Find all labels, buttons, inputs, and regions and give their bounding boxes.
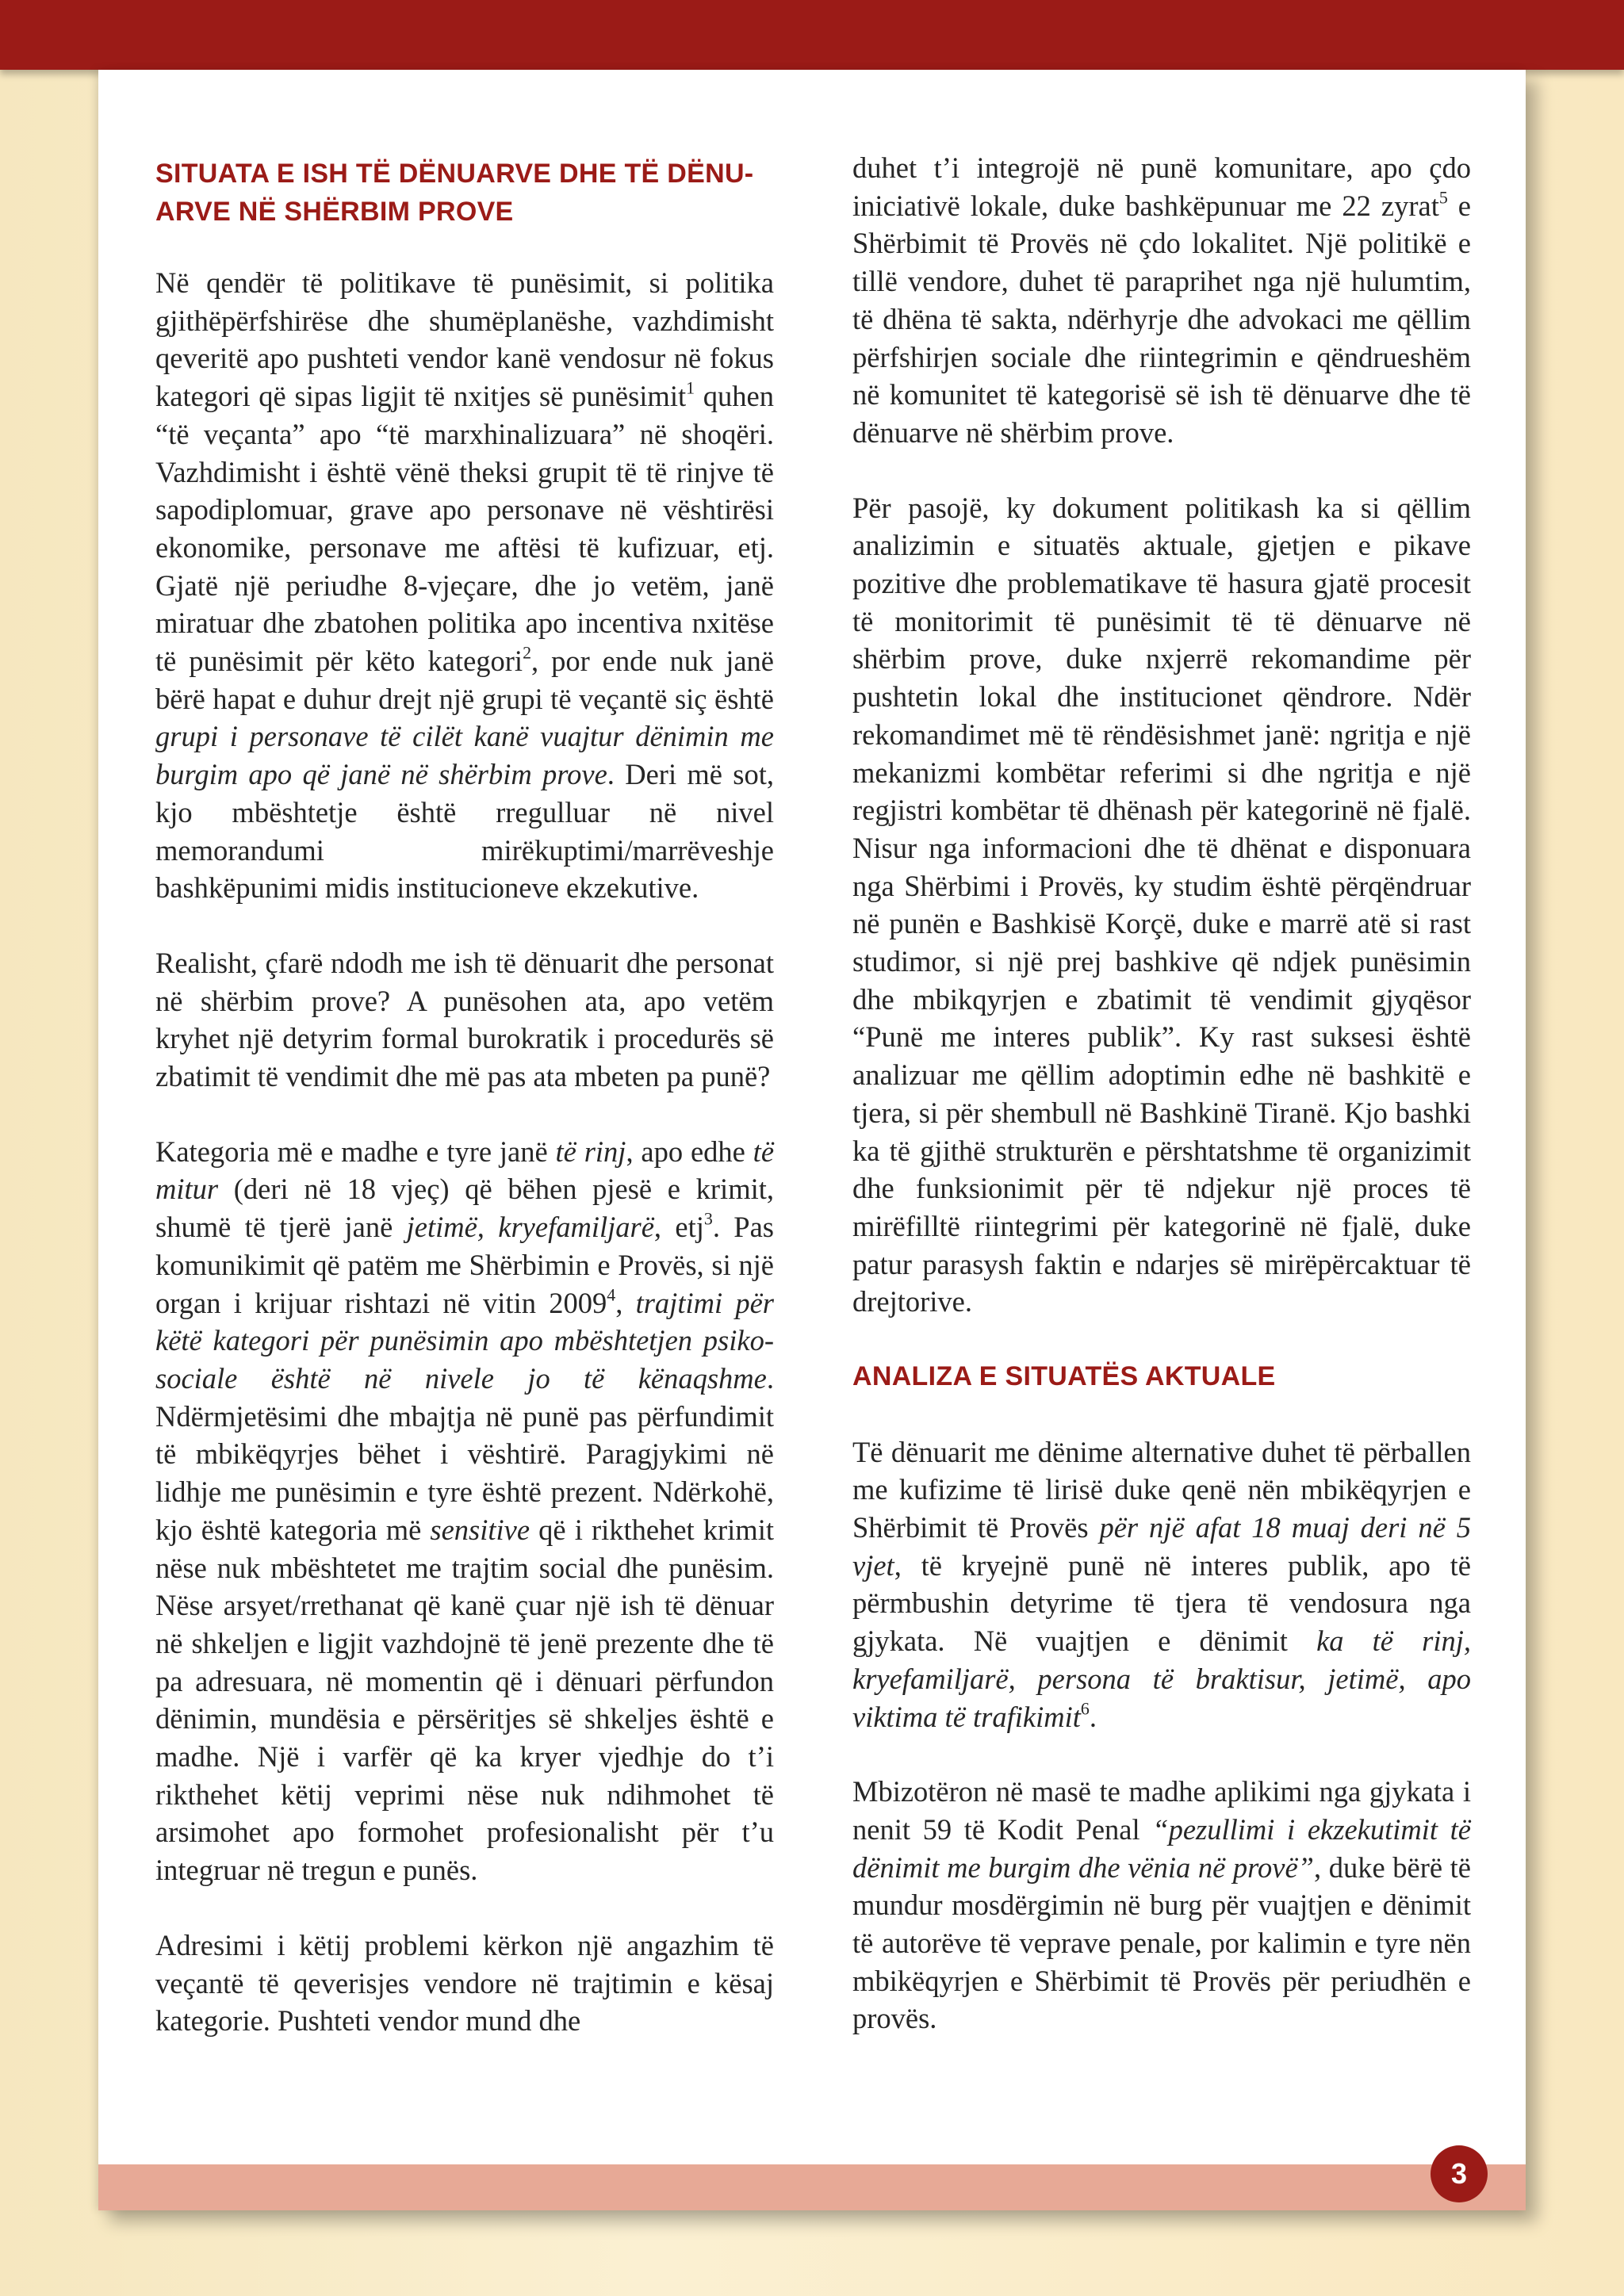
footnote-ref-3[interactable]: 3 [703, 1208, 713, 1229]
footer-band [98, 2164, 1526, 2210]
left-column [155, 155, 774, 2077]
paragraph: Në qendër të politikave të punësimit, si politika gjithëpërfshirëse dhe shumëplanëshe, vazhdimisht qeveritë apo pushteti vendor kanë vendosur në fokus kategori që sipas ligjit të nxitjes së punësimit$^1$ quhen “të veçanta” apo “të marxhinalizuara” në shoqëri. Vazhdimisht i është vënë theksi grupit të të rinjve të sapodiplomuar, grave apo personave në vështirësi ekonomike, personave me aftësi të kufizuar, etj. Gjatë një periudhe 8-vjeçare, dhe jo vetëm, janë miratuar dhe zbatohen politika apo incentiva nxitëse të punësimit për këto kategori$^2$, por ende nuk janë bërë hapat e duhur drejt një grupi të veçantë siç është grupi i personave të cilët kanë vuajtur dënimin me burgim apo që janë në shërbim prove. Deri më sot, kjo mbështetje është rregulluar në nivel memorandumi mirëkuptimi/marrëveshje bashkëpunimi midis institucioneve ekzekutive. [155, 266, 775, 905]
paragraph: Realisht, çfarë ndodh me ish të dënuarit dhe personat në shërbim prove? A punësohen ata, apo vetëm kryhet një detyrim formal burokratik i procedurës së zbatimit të vendimit dhe më pas ata mbeten pa punë? [155, 946, 774, 1093]
right-column [852, 149, 1471, 2075]
footnote-ref-6[interactable]: 6 [1080, 1698, 1090, 1719]
paragraph: Për pasojë, ky dokument politikash ka si qëllim analizimin e situatës aktuale, gjetjen e pikave pozitive dhe problematikave të hasura gjatë procesit të monitorimit të punësimit të të dënuarve në shërbim prove, duke nxjerrë rekomandime për pushtetin lokal dhe institucionet qëndrore. Ndër rekomandimet më të rëndësishmet janë: ngritja e një mekanizmi kombëtar referimi si dhe ngritja e një regjistri kombëtar të dhënash për kategorinë në fjalë. Nisur nga informacioni dhe të dhënat e disponuara nga Shërbimi i Provës, ky studim është përqëndruar në punën e Bashkisë Korçë, duke e marrë atë si rast studimor, si një prej bashkive që ndjek punësimin dhe mbikqyrjen e zbatimit të vendimit gjyqësor “Punë me interes publik”. Ky rast suksesi është analizuar me qëllim adoptimin edhe në bashkitë e tjera, si për shembull në Bashkinë Tiranë. Kjo bashki ka të gjithë strukturën e përshtatshme të organizimit dhe funksionimit për të ndjekur një proces të mirëfilltë riintegrimi për kategorinë në fjalë, duke patur parasysh faktin e ndarjes së mirëpërcaktuar të drejtorive. [852, 491, 1471, 1318]
page-number-badge: 3 [1431, 2145, 1488, 2202]
paragraph: duhet t’i integrojë në punë komunitare, apo çdo iniciativë lokale, duke bashkëpunuar me 22 zyrat$^5$ e Shërbimit të Provës në çdo lokalitet. Një politikë e tillë vendore, duhet të paraprihet nga një hulumtim, të dhëna të sakta, ndërhyrje dhe advokaci me qëllim përfshirjen sociale dhe riintegrimin e qëndrueshëm në komunitet të kategorisë së ish të dënuarve dhe të dënuarve në shërbim prove. [852, 151, 1472, 449]
footnote-ref-5[interactable]: 5 [1438, 187, 1448, 208]
paragraph: Mbizotëron në masë te madhe aplikimi nga gjykata i nenit 59 të Kodit Penal “pezullimi i ekzekutimit të dënimit me burgim dhe vënia në provë”, duke bërë të mundur mosdërgimin në burg për vuajtjen e dënimit të autorëve të veprave penale, por kalimin e tyre nën mbikëqyrjen e Shërbimit të Provës për periudhën e provës. [852, 1775, 1471, 2035]
footnote-ref-1[interactable]: 1 [686, 377, 695, 398]
paragraph: Kategoria më e madhe e tyre janë të rinj, apo edhe të mitur (deri në 18 vjeç) që bëhen pjesë e krimit, shumë të tjerë janë jetimë, kryefamiljarë, etj$^3$. Pas komunikimit që patëm me Shërbimin e Provës, si një organ i krijuar rishtazi në vitin 2009$^4$, trajtimi për këtë kategori për punësimin apo mbështetjen psiko-sociale është në nivele jo të kënaqshme. Ndërmjetësimi dhe mbajtja në punë pas përfundimit të mbikëqyrjes bëhet i vështirë. Paragjykimi në lidhje me punësimin e tyre është prezent. Ndërkohë, kjo është kategoria më sensitive që i rikthehet krimit nëse nuk mbështetet me trajtim social dhe punësim. Nëse arsyet/rrethanat që kanë çuar një ish të dënuar në shkeljen e ligjit vazhdojnë të jenë prezente dhe të pa adresuara, në momentin që i dënuari përfundon dënimin, mundësia e përsëritjes së shkeljes është e madhe. Një i varfër që ka kryer vjedhje do t’i rikthehet këtij veprimi nëse nuk ndihmohet të arsimohet apo formohet profesionalisht për t’u integruar në tregun e punës. [155, 1135, 775, 1887]
section-heading-analiza: ANALIZA E SITUATËS AKTUALE [852, 1361, 1276, 1392]
section-heading-situata: SITUATA E ISH TË DËNUARVE DHE TË DËNU-ARVE NË SHËRBIM PROVE [155, 159, 754, 227]
paragraph: Të dënuarit me dënime alternative duhet të përballen me kufizime të lirisë duke qenë nën mbikëqyrjen e Shërbimit të Provës për një afat 18 muaj deri në 5 vjet, të kryejnë punë në interes publik, apo të përmbushin detyrime të tjera të vendosura nga gjykata. Në vuajtjen e dënimit ka të rinj, kryefamiljarë, persona të braktisur, jetimë, apo viktima të trafikimit$^6$. [852, 1435, 1472, 1733]
document-page [98, 70, 1526, 2210]
paragraph: Adresimi i këtij problemi kërkon një angazhim të veçantë të qeverisjes vendore në trajtimin e kësaj kategorie. Pushteti vendor mund dhe [155, 1928, 774, 2038]
header-bar [0, 0, 1624, 70]
footnote-ref-2[interactable]: 2 [523, 642, 532, 663]
footnote-ref-4[interactable]: 4 [607, 1284, 616, 1305]
